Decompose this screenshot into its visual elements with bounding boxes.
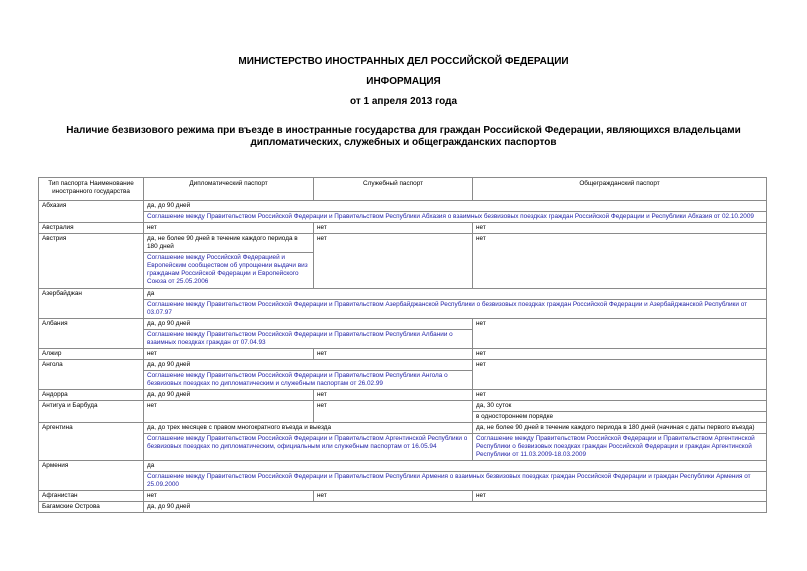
civil-value-note: в одностороннем порядке (473, 412, 767, 423)
country-name: Алжир (39, 349, 144, 360)
civil-value: нет (473, 349, 767, 360)
diplomatic-value: да (144, 289, 767, 300)
service-value: нет (314, 223, 473, 234)
country-name: Аргентина (39, 423, 144, 461)
table-row (39, 289, 767, 300)
info-title: ИНФОРМАЦИЯ (366, 76, 441, 87)
diplomatic-value: да, до 90 дней (144, 360, 473, 371)
table-header-row (39, 178, 767, 201)
civil-value: нет (473, 491, 767, 502)
table-row (39, 423, 767, 434)
civil-value: нет (473, 234, 767, 289)
agreement-link[interactable]: Соглашение между Правительством Российской Федерации и Правительством Азербайджанской Республики о безвизовых поездках граждан Российской Федерации и Азербайджанской Республики от 03.07.97 (144, 300, 767, 319)
agreement-link[interactable]: Соглашение между Правительством Российской Федерации и Правительством Республики Абхазия о взаимных безвизовых поездках граждан Российской Федерации и Республики Абхазия от 02.10.2009 (144, 212, 767, 223)
service-value: нет (314, 349, 473, 360)
diplomatic-value: да (144, 461, 767, 472)
col-header-civil: Общегражданский паспорт (473, 178, 767, 201)
table-row (39, 390, 767, 401)
table-row (39, 234, 767, 253)
country-name: Австрия (39, 234, 144, 289)
table-row (39, 461, 767, 472)
diplomatic-value: нет (144, 349, 314, 360)
service-value: нет (314, 390, 473, 401)
document-subtitle: Наличие безвизового режима при въезде в иностранные государства для граждан Российской Федерации, являющихся владельцами дипломатических, служебных и общегражданских паспортов (66, 125, 741, 148)
civil-value: нет (473, 390, 767, 401)
agreement-link[interactable]: Соглашение между Правительством Российской Федерации и Правительством Аргентинской Республики о безвизовых поездках граждан Российской Федерации и граждан Аргентинской Республики от 11.03.2009-18.03.2009 (473, 434, 767, 461)
country-name: Афганистан (39, 491, 144, 502)
diplomatic-value: да, до трех месяцев с правом многократного въезда и выезда (144, 423, 473, 434)
table-row (39, 300, 767, 319)
table-row (39, 434, 767, 461)
agreement-link[interactable]: Соглашение между Российской Федерацией и Европейским сообществом об упрощении выдачи виз гражданам Российской Федерации и Европейского Союза от 25.05.2006 (144, 253, 314, 289)
service-value: нет (314, 234, 473, 289)
service-value: нет (314, 401, 473, 423)
agreement-link[interactable]: Соглашение между Правительством Российской Федерации и Правительством Республики Армения о взаимных безвизовых поездках граждан Российской Федерации и граждан Республики Армения от 25.09.2000 (144, 472, 767, 491)
col-header-service: Служебный паспорт (314, 178, 473, 201)
diplomatic-value: да, до 90 дней (144, 390, 314, 401)
civil-value: да, не более 90 дней в течение каждого периода в 180 дней (начиная с даты первого въезда) (473, 423, 767, 434)
diplomatic-value: нет (144, 401, 314, 423)
table-row (39, 349, 767, 360)
country-name: Антигуа и Барбуда (39, 401, 144, 423)
diplomatic-value: да, до 90 дней (144, 502, 767, 513)
civil-value: нет (473, 319, 767, 349)
date-title: от 1 апреля 2013 года (349, 96, 458, 107)
country-name: Андорра (39, 390, 144, 401)
diplomatic-value: да, не более 90 дней в течение каждого периода в 180 дней (144, 234, 314, 253)
agreement-link[interactable]: Соглашение между Правительством Российской Федерации и Правительством Аргентинской Республики о безвизовых поездках по дипломатическим, официальным или служебным паспортам от 16.05.94 (144, 434, 473, 461)
country-name: Абхазия (39, 201, 144, 223)
table-row (39, 223, 767, 234)
visa-regime-table (38, 177, 767, 513)
country-name: Албания (39, 319, 144, 349)
table-row (39, 502, 767, 513)
diplomatic-value: нет (144, 223, 314, 234)
table-row (39, 472, 767, 491)
table-row (39, 491, 767, 502)
agreement-link[interactable]: Соглашение между Правительством Российской Федерации и Правительством Республики Ангола о безвизовых поездках по дипломатическим и служебным паспортам от 26.02.99 (144, 371, 473, 390)
table-row (39, 360, 767, 371)
civil-value: нет (473, 223, 767, 234)
diplomatic-value: да, до 90 дней (144, 319, 473, 330)
diplomatic-value: нет (144, 491, 314, 502)
col-header-type: Тип паспорта Наименование иностранного государства (39, 178, 144, 201)
civil-value: нет (473, 360, 767, 390)
table-row (39, 319, 767, 330)
country-name: Азербайджан (39, 289, 144, 319)
service-value: нет (314, 491, 473, 502)
table-row (39, 401, 767, 412)
col-header-diplomatic: Дипломатический паспорт (144, 178, 314, 201)
ministry-title: МИНИСТЕРСТВО ИНОСТРАННЫХ ДЕЛ РОССИЙСКОЙ ФЕДЕРАЦИИ (238, 56, 569, 67)
agreement-link[interactable]: Соглашение между Правительством Российской Федерации и Правительством Республики Албании о взаимных поездках граждан от 07.04.93 (144, 330, 473, 349)
table-row (39, 212, 767, 223)
country-name: Багамские Острова (39, 502, 144, 513)
diplomatic-value: да, до 90 дней (144, 201, 767, 212)
civil-value: да, 30 суток (473, 401, 767, 412)
country-name: Ангола (39, 360, 144, 390)
country-name: Австралия (39, 223, 144, 234)
country-name: Армения (39, 461, 144, 491)
table-row (39, 201, 767, 212)
